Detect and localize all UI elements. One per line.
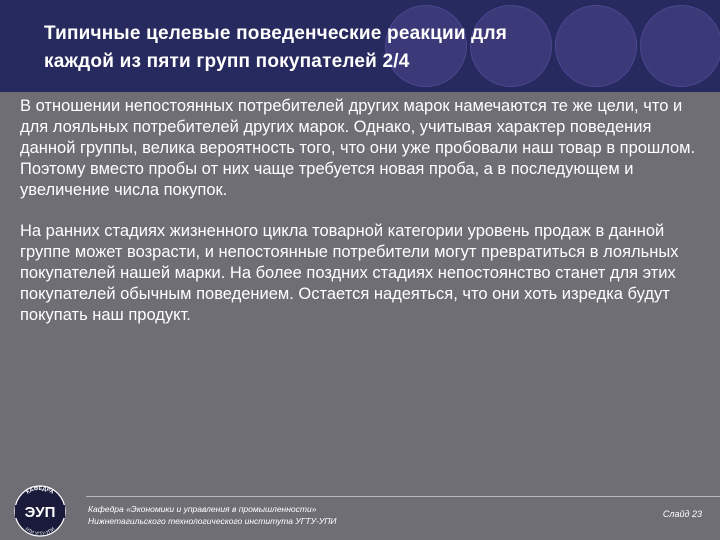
- footer-line: Кафедра «Экономики и управления в промышленности»: [88, 504, 317, 514]
- logo-main-text: ЭУП: [24, 504, 56, 521]
- slide-number: Слайд 23: [662, 509, 702, 519]
- footer-line: Нижнетагильского технологического института УГТУ-УПИ: [88, 516, 337, 526]
- logo-arc-top: КАФЕДРА: [25, 485, 55, 496]
- body-paragraph: В отношении непостоянных потребителей других марок намечаются те же цели, что и для лояльных потребителей других марок. Однако, учитывая характер поведения данной группы, велика вероятность того, что они уже пробовали наш товар в прошлом. Поэтому вместо пробы от них чаще требуется новая проба, а в последующем и увеличение числа покупок.: [20, 97, 696, 199]
- title-line: Типичные целевые поведенческие реакции для: [44, 23, 507, 44]
- slide-title: [44, 20, 644, 76]
- title-line: каждой из пяти групп покупателей 2/4: [44, 51, 410, 72]
- logo-arc-bottom: НТИ УГТУ-УПИ: [24, 526, 56, 537]
- footer-divider: [86, 496, 720, 497]
- decor-circle: [640, 5, 720, 87]
- body-paragraph: На ранних стадиях жизненного цикла товарной категории уровень продаж в данной группе может возрасти, и непостоянные потребители могут превратиться в лояльных покупателей нашей марки. На более поздних стадиях непостоянство станет для этих покупателей обычным поведением. Остается надеяться, что они хоть изредка будут покупать наш продукт.: [20, 222, 679, 324]
- department-logo: [8, 484, 72, 538]
- slide-header: [0, 0, 720, 92]
- slide-body: [20, 96, 704, 346]
- footer-department: [88, 503, 337, 527]
